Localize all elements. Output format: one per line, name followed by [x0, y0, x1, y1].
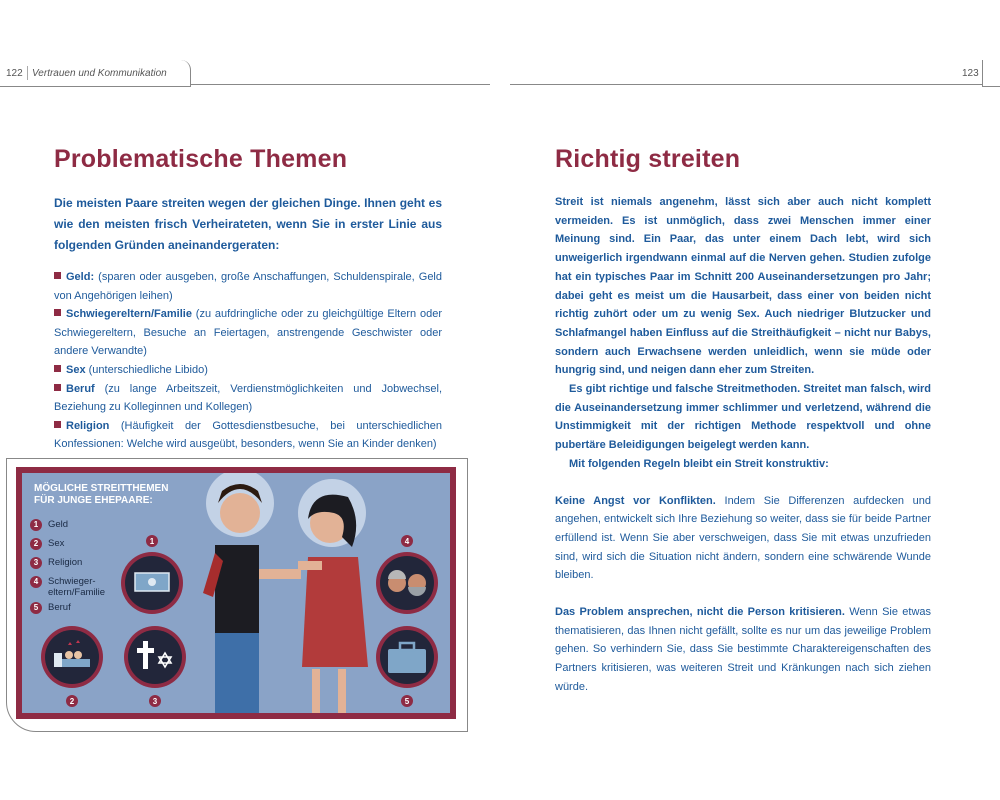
money-icon [121, 552, 183, 614]
number-badge: 5 [30, 602, 42, 614]
running-title: Vertrauen und Kommunikation [32, 68, 167, 79]
topic-text: (unterschiedliche Libido) [85, 363, 208, 376]
illustration-panel [16, 467, 456, 719]
header-divider [27, 66, 28, 80]
circle-number-label: 1 [149, 537, 155, 546]
legend-label: Sex [48, 538, 65, 549]
topic-text: (Häufigkeit der Gottesdienstbesuche, bei unterschiedlichen Konfessionen: Welche wird ausgeübt, besonders, wenn Sie an Kinder denken) [54, 419, 442, 451]
rule-title: Keine Angst vor Konflikten. [555, 494, 716, 507]
rule-text: Wenn Sie etwas thematisieren, das Ihnen nicht gefällt, sollte es nur um das jeweilige Problem gehen. So verhindern Sie, dass Sie bestimmte Charaktereigenschaften des Partners kritisieren, was weiteren Streit und Kränkungen nach sich ziehen würde. [555, 606, 932, 693]
rule-paragraph [555, 603, 931, 697]
topic-term: Beruf [66, 382, 95, 395]
intro-paragraph: Die meisten Paare streiten wegen der gleichen Dinge. Ihnen geht es wie den meisten frisch Verheirateten, wenn Sie in erster Linie aus folgenden Gründen aneinandergeraten: [54, 196, 442, 252]
paragraph: Streit ist niemals angenehm, lässt sich aber auch nicht komplett vermeiden. Es ist unmöglich, dass zwei Menschen immer einer Meinung sind. Ein Paar, das unter einem Dach lebt, wird sich unweigerlich irgendwann einmal auf die Nerven gehen. Studien zufolge hat ein typisches Paar im Schnitt 200 Auseinandersetzungen pro Jahr; dabei geht es meist um die Hausarbeit, dass einer von beiden nicht richtig zuhört oder um zu wenig Sex. Auch niedriger Blutzucker und Schlafmangel haben Einfluss auf die Streithäufigkeit – nicht nur Babys, sondern auch Erwachsene werden unleidlich, wenn sie müde oder hungrig sind, und neigen dann eher zum Streiten. [555, 196, 931, 377]
religion-icon [124, 626, 186, 688]
header-rule [190, 84, 490, 85]
bed-icon [41, 626, 103, 688]
bullet-square-icon [54, 272, 61, 279]
circle-number-label: 4 [404, 537, 410, 546]
woman-figure [298, 479, 368, 713]
elderly-couple-icon [376, 552, 438, 614]
header-rule [510, 84, 982, 85]
number-badge: 4 [30, 576, 42, 588]
right-page [510, 0, 1000, 800]
topic-text: (sparen oder ausgeben, große Anschaffungen, Schuldenspirale, Geld von Angehörigen leihen) [54, 271, 442, 302]
page-number-left: 122 [6, 68, 23, 79]
number-badge: 3 [30, 557, 42, 569]
legend-label: Schwieger- eltern/Familie [48, 576, 106, 598]
bullet-square-icon [54, 309, 61, 316]
topic-term: Religion [66, 419, 110, 432]
body-text [555, 193, 931, 697]
topic-text: (zu aufdringliche oder zu gleichgültige Eltern oder Schwiegereltern, Besuche an Feiertagen, anstrengende Geschwister oder andere Verwandte) [54, 308, 442, 358]
illustration-canvas [22, 473, 450, 713]
heading-richtig-streiten: Richtig streiten [555, 145, 741, 173]
running-header-tab [982, 60, 1000, 87]
paragraph: Mit folgenden Regeln bleibt ein Streit konstruktiv: [569, 457, 829, 470]
spacer [555, 474, 931, 492]
list-item [54, 361, 442, 380]
circle-number-label: 2 [69, 697, 75, 706]
bullet-square-icon [54, 421, 61, 428]
list-item [54, 380, 442, 417]
man-figure [203, 473, 301, 713]
illustration-title-line: MÖGLICHE STREITTHEMEN [34, 483, 169, 494]
circle-number-label: 3 [152, 697, 158, 706]
topics-list [54, 268, 442, 454]
legend-label: Religion [48, 557, 83, 568]
spacer [555, 585, 931, 603]
bullet-square-icon [54, 384, 61, 391]
topic-term: Geld: [66, 271, 95, 283]
list-item [54, 305, 442, 361]
rule-title: Das Problem ansprechen, nicht die Person kritisieren. [555, 606, 845, 619]
page-number-right: 123 [962, 68, 979, 79]
circle-number-label: 5 [404, 697, 410, 706]
illustration-graphic [22, 473, 450, 713]
rule-paragraph [555, 492, 931, 586]
paragraph: Es gibt richtige und falsche Streitmethoden. Streitet man falsch, wird die Auseinandersetzung immer schlimmer und verletzend, während die Unstimmigkeit mit der richtigen Methode respektvoll und ohne pubertäre Beleidigungen beigelegt werden kann. [555, 383, 931, 452]
legend-label: Beruf [48, 602, 71, 613]
bullet-square-icon [54, 365, 61, 372]
list-item [54, 417, 442, 454]
heading-problematische-themen: Problematische Themen [54, 145, 348, 173]
legend-label: Geld [48, 519, 69, 530]
briefcase-icon [376, 626, 438, 688]
number-badge: 2 [30, 538, 42, 550]
topic-term: Schwiegereltern/Familie [66, 308, 192, 321]
rule-text: Indem Sie Differenzen aufdecken und angehen, entwickelt sich Ihre Beziehung so weiter, dass sie für beide Partner erfüllend ist. Wenn Sie aber verschweigen, dass Sie mit etwas unzufrieden sind, wird sich die Situation nicht ändern, sondern eine schwärende Wunde bleiben. [555, 494, 931, 582]
illustration-title-line: FÜR JUNGE EHEPAARE: [34, 495, 153, 506]
number-badge: 1 [30, 519, 42, 531]
list-item [54, 268, 442, 305]
topic-term: Sex [66, 363, 86, 376]
topic-text: (zu lange Arbeitszeit, Verdienstmöglichkeiten und Jobwechsel, Beziehung zu Kolleginnen und Kollegen) [54, 382, 442, 414]
